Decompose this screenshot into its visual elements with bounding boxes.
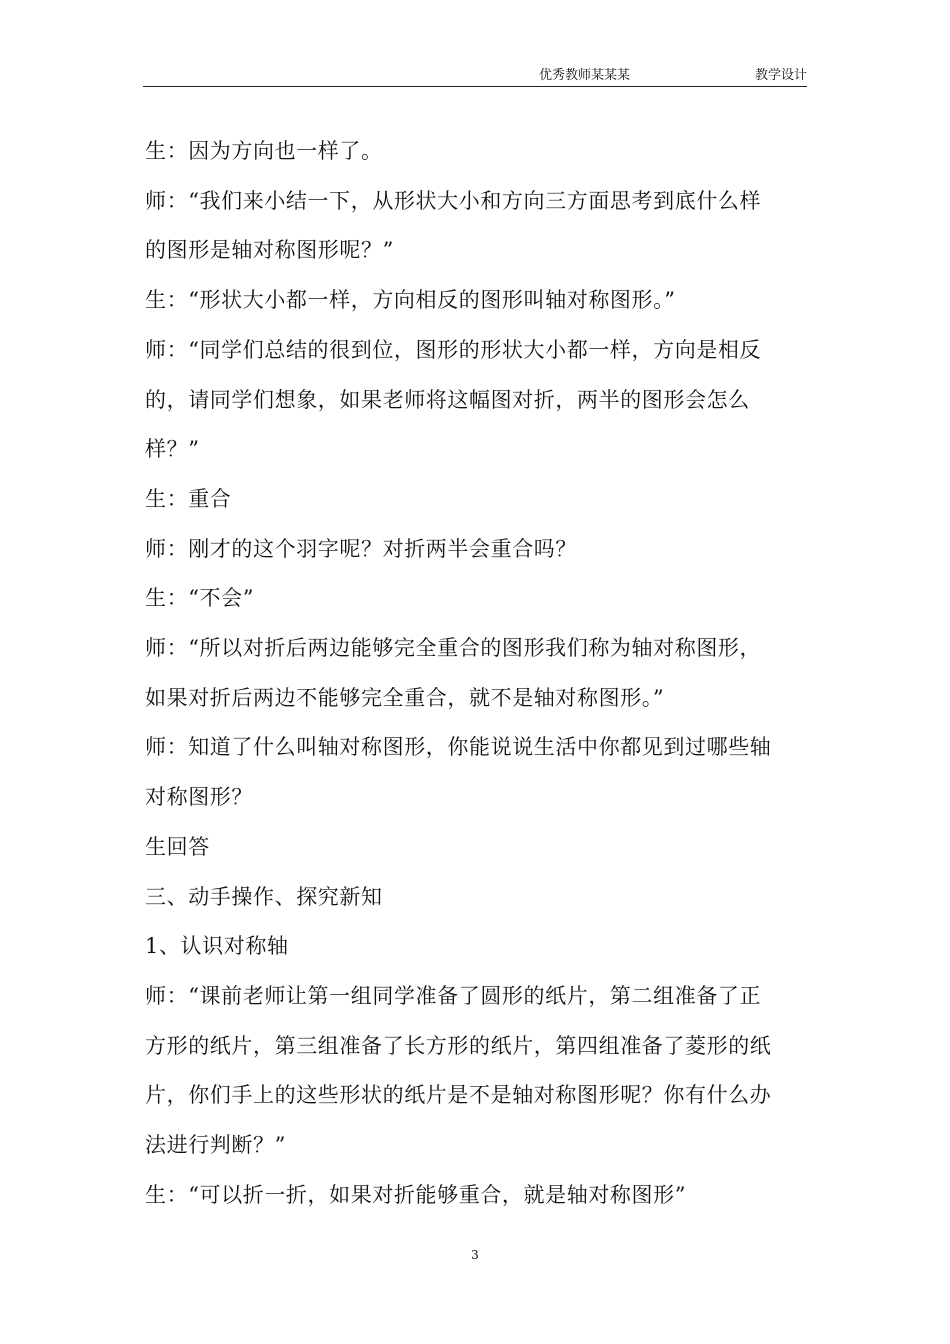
text-line: 法进行判断？” [145, 1133, 286, 1158]
text-line: 如果对折后两边不能够完全重合，就不是轴对称图形。” [145, 685, 665, 710]
header-divider [143, 86, 807, 87]
text-line: 师：“同学们总结的很到位，图形的形状大小都一样，方向是相反 [145, 337, 762, 362]
text-line: 样？” [145, 437, 200, 462]
section-heading: 三、动手操作、探究新知 [145, 884, 383, 909]
text-line: 师：刚才的这个羽字呢？对折两半会重合吗？ [145, 536, 577, 561]
text-line: 师：“我们来小结一下，从形状大小和方向三方面思考到底什么样 [145, 188, 762, 213]
subsection-heading: 1、认识对称轴 [145, 934, 289, 959]
text-line: 的图形是轴对称图形呢？” [145, 238, 394, 263]
text-line: 生：重合 [145, 486, 232, 511]
header-title: 教学设计 [754, 68, 807, 83]
text-line: 方形的纸片，第三组准备了长方形的纸片，第四组准备了菱形的纸 [145, 1033, 772, 1058]
header-author: 优秀教师某某某 [539, 68, 631, 83]
text-line: 对称图形？ [145, 785, 253, 810]
page-number: 3 [471, 1248, 479, 1262]
text-line: 的，请同学们想象，如果老师将这幅图对折，两半的图形会怎么 [145, 387, 750, 412]
document-body [145, 127, 805, 1220]
text-line: 生：因为方向也一样了。 [145, 139, 383, 163]
page-header [143, 0, 807, 88]
text-line: 师：“课前老师让第一组同学准备了圆形的纸片，第二组准备了正 [145, 983, 762, 1008]
text-line: 片，你们手上的这些形状的纸片是不是轴对称图形呢？你有什么办 [145, 1083, 772, 1108]
text-line: 师：“所以对折后两边能够完全重合的图形我们称为轴对称图形， [145, 636, 762, 661]
text-line: 生回答 [145, 834, 210, 859]
text-line: 师：知道了什么叫轴对称图形，你能说说生活中你都见到过哪些轴 [145, 735, 772, 760]
text-line: 生：“形状大小都一样，方向相反的图形叫轴对称图形。” [145, 288, 676, 313]
text-line: 生：“不会” [145, 586, 255, 611]
text-line: 生：“可以折一折，如果对折能够重合，就是轴对称图形” [145, 1182, 687, 1207]
